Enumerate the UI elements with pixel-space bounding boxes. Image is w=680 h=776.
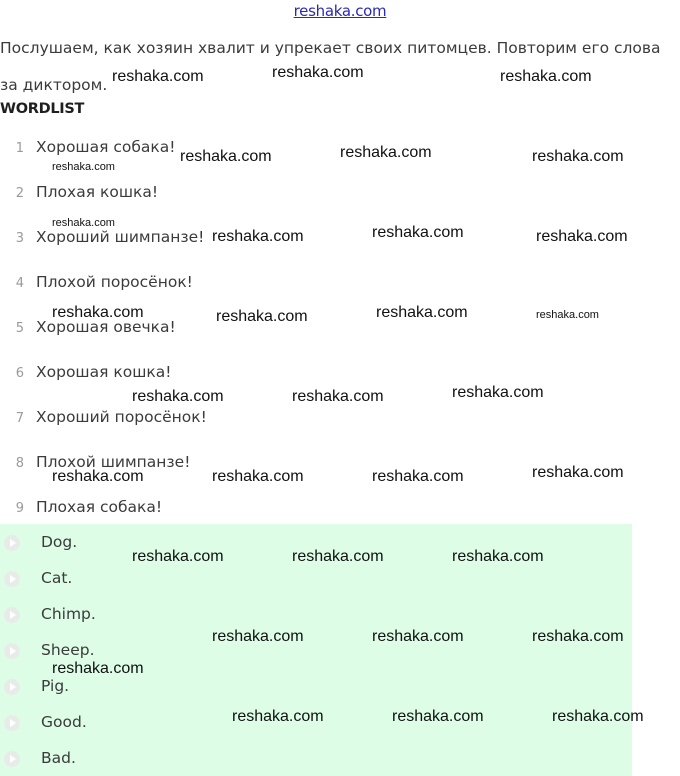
phrase-text: Плохая собака! — [36, 498, 163, 516]
watermark: reshaka.com — [272, 64, 364, 81]
watermark: reshaka.com — [212, 468, 304, 485]
phrase-text: Хорошая овечка! — [36, 318, 176, 336]
phrase-number: 1 — [15, 141, 24, 156]
watermark: reshaka.com — [532, 628, 624, 645]
audio-word-label: Good. — [41, 713, 87, 731]
phrase-number: 6 — [15, 366, 24, 381]
phrase-text: Хороший шимпанзе! — [36, 228, 205, 246]
phrase-text: Плохой шимпанзе! — [36, 453, 191, 471]
watermark: reshaka.com — [452, 384, 544, 401]
phrase-item — [0, 498, 300, 522]
phrase-number: 8 — [15, 456, 24, 471]
watermark: reshaka.com — [112, 68, 204, 85]
phrase-text: Хороший поросёнок! — [36, 408, 207, 426]
phrase-item — [0, 408, 300, 432]
intro-text: Послушаем, как хозяин хвалит и упрекает своих питомцев. Повторим его слова за диктором. — [0, 39, 661, 94]
watermark: reshaka.com — [132, 388, 224, 405]
watermark: reshaka.com — [452, 548, 544, 565]
watermark: reshaka.com — [52, 468, 144, 485]
phrase-item — [0, 363, 300, 387]
phrase-number: 2 — [15, 186, 24, 201]
play-icon[interactable] — [4, 679, 20, 695]
audio-word-label: Sheep. — [41, 641, 95, 659]
phrase-text: Плохой поросёнок! — [36, 273, 193, 291]
watermark: reshaka.com — [372, 224, 464, 241]
watermark: reshaka.com — [500, 68, 592, 85]
audio-word-item — [0, 672, 300, 702]
watermark: reshaka.com — [52, 217, 115, 229]
watermark: reshaka.com — [292, 548, 384, 565]
play-icon[interactable] — [4, 751, 20, 767]
audio-word-item — [0, 600, 300, 630]
play-icon[interactable] — [4, 715, 20, 731]
watermark: reshaka.com — [532, 464, 624, 481]
watermark: reshaka.com — [232, 708, 324, 725]
watermark: reshaka.com — [372, 628, 464, 645]
phrase-number: 5 — [15, 321, 24, 336]
watermark: reshaka.com — [212, 228, 304, 245]
site-link[interactable]: reshaka.com — [293, 2, 387, 20]
watermark: reshaka.com — [52, 161, 115, 173]
play-icon[interactable] — [4, 571, 20, 587]
phrase-item — [0, 183, 300, 207]
phrase-text: Плохая кошка! — [36, 183, 159, 201]
phrase-number: 9 — [15, 501, 24, 516]
watermark: reshaka.com — [552, 708, 644, 725]
watermark: reshaka.com — [372, 468, 464, 485]
phrase-number: 3 — [15, 231, 24, 246]
watermark: reshaka.com — [340, 144, 432, 161]
play-icon[interactable] — [4, 607, 20, 623]
phrase-number: 7 — [15, 411, 24, 426]
watermark: reshaka.com — [536, 228, 628, 245]
audio-word-label: Pig. — [41, 677, 70, 695]
watermark: reshaka.com — [52, 660, 144, 677]
audio-word-item — [0, 744, 300, 774]
audio-word-item — [0, 564, 300, 594]
phrase-text: Хорошая кошка! — [36, 363, 172, 381]
audio-word-label: Cat. — [41, 569, 73, 587]
phrase-text: Хорошая собака! — [36, 138, 176, 156]
watermark: reshaka.com — [52, 304, 144, 321]
watermark: reshaka.com — [376, 304, 468, 321]
watermark: reshaka.com — [216, 308, 308, 325]
audio-word-label: Bad. — [41, 749, 76, 767]
watermark: reshaka.com — [392, 708, 484, 725]
phrase-number: 4 — [15, 276, 24, 291]
audio-word-label: Dog. — [41, 533, 78, 551]
watermark: reshaka.com — [532, 148, 624, 165]
play-icon[interactable] — [4, 535, 20, 551]
watermark: reshaka.com — [212, 628, 304, 645]
wordlist-heading: WORDLIST — [0, 101, 85, 117]
audio-word-label: Chimp. — [41, 605, 96, 623]
play-icon[interactable] — [4, 643, 20, 659]
watermark: reshaka.com — [132, 548, 224, 565]
watermark: reshaka.com — [536, 309, 599, 321]
watermark: reshaka.com — [180, 148, 272, 165]
phrase-item — [0, 273, 300, 297]
watermark: reshaka.com — [292, 388, 384, 405]
